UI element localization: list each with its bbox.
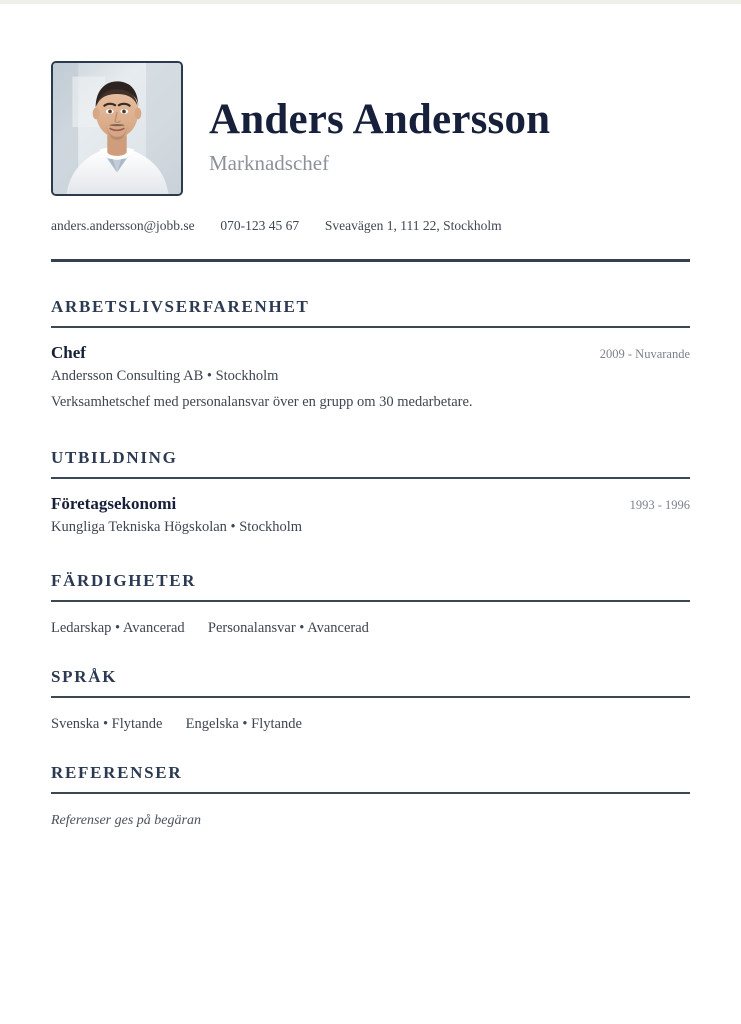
entry-header [51, 343, 690, 363]
skills-list [51, 619, 690, 637]
contact-email[interactable]: anders.andersson@jobb.se [51, 218, 195, 233]
education-entry [51, 494, 690, 537]
section-experience [51, 298, 690, 411]
education-program: Företagsekonomi [51, 493, 177, 513]
identity-block [209, 97, 689, 175]
section-languages [51, 668, 690, 733]
experience-employer: Andersson Consulting AB • Stockholm [51, 368, 279, 385]
portrait-image [53, 63, 181, 194]
entry-header [51, 494, 690, 514]
contact-address: Sveavägen 1, 111 22, Stockholm [324, 218, 502, 233]
section-education [51, 449, 690, 537]
cv-header [51, 61, 690, 201]
section-references [51, 764, 690, 829]
header-divider [51, 259, 690, 262]
section-heading-skills: FÄRDIGHETER [51, 571, 197, 590]
portrait-photo [51, 61, 183, 196]
list-item: Engelska • Flytande [185, 715, 302, 732]
section-heading-references: REFERENSER [51, 763, 183, 782]
list-item: Ledarskap • Avancerad [51, 619, 185, 636]
section-heading-experience: ARBETSLIVSERFARENHET [51, 297, 310, 316]
section-divider [51, 477, 690, 479]
experience-entry [51, 343, 690, 411]
section-heading-education: UTBILDNING [51, 448, 178, 467]
list-item: Personalansvar • Avancerad [207, 619, 369, 636]
cv-document-page [0, 4, 741, 1024]
education-institution: Kungliga Tekniska Högskolan • Stockholm [51, 519, 303, 536]
education-date-range: 1993 - 1996 [629, 497, 690, 512]
section-divider [51, 696, 690, 698]
job-title-subtitle: Marknadschef [209, 150, 330, 175]
experience-description: Verksamhetschef med personalansvar över en grupp om 30 medarbetare. [51, 393, 473, 410]
list-item: Svenska • Flytande [51, 715, 163, 732]
contact-phone[interactable]: 070-123 45 67 [220, 218, 300, 233]
section-divider [51, 326, 690, 328]
section-divider [51, 792, 690, 794]
section-divider [51, 600, 690, 602]
section-skills [51, 572, 690, 637]
experience-job-title: Chef [51, 342, 86, 362]
page-title: Anders Andersson [209, 96, 551, 143]
experience-date-range: 2009 - Nuvarande [599, 346, 690, 361]
section-heading-languages: SPRÅK [51, 667, 118, 686]
references-note: Referenser ges på begäran [51, 812, 201, 828]
languages-list [51, 715, 690, 733]
contact-row [51, 218, 690, 234]
